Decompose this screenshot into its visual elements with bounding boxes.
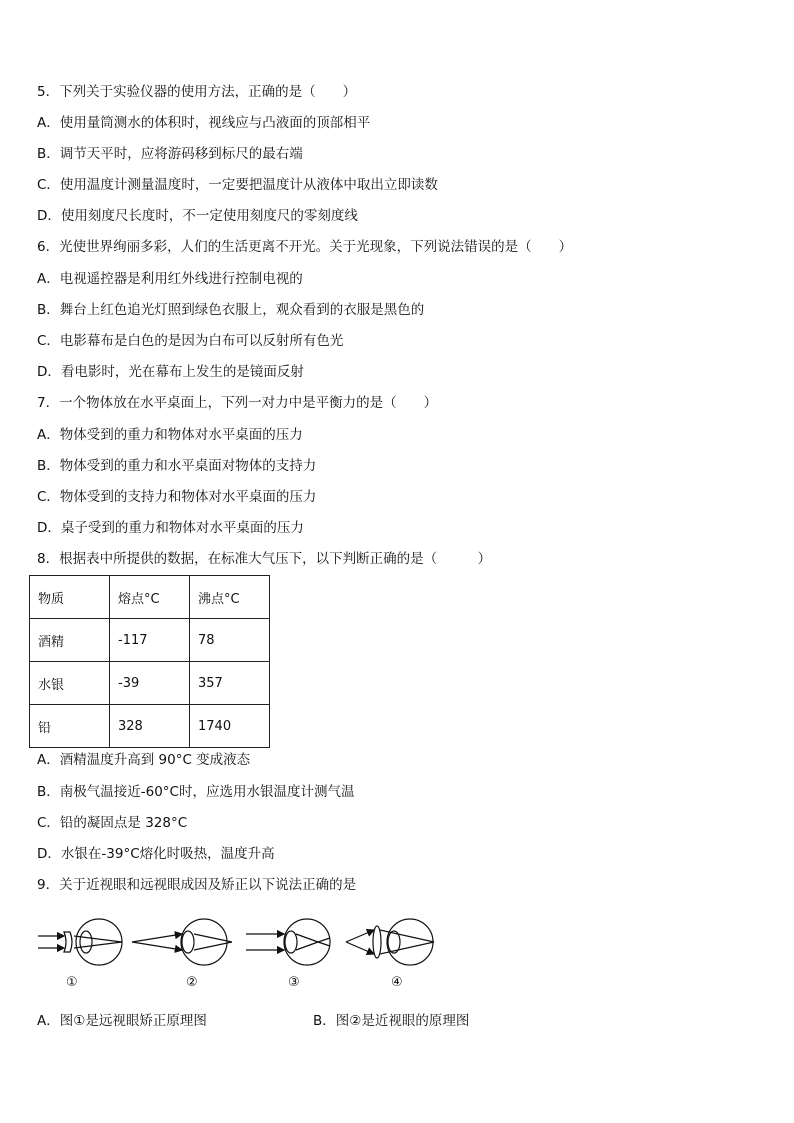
table-row [30,705,270,748]
table-cell: 78 [190,619,270,662]
eye-figure-2 [132,919,232,965]
question-7-option-c: C．物体受到的支持力和物体对水平桌面的压力 [37,489,317,505]
question-7-stem: 7．一个物体放在水平桌面上，下列一对力中是平衡力的是（ ） [37,395,438,411]
table-header-cell: 熔点°C [110,576,190,619]
table-cell: -117 [110,619,190,662]
figure-label-1: ① [66,975,78,990]
table-header-row [30,576,270,619]
table-cell: 1740 [190,705,270,748]
eye-figure-3 [246,919,330,965]
table-cell: -39 [110,662,190,705]
figure-label-2: ② [186,975,198,990]
table-header-cell: 物质 [30,576,110,619]
question-6-option-b: B．舞台上红色追光灯照到绿色衣服上，观众看到的衣服是黑色的 [37,302,425,318]
question-5-option-b: B．调节天平时，应将游码移到标尺的最右端 [37,146,303,162]
question-8-option-b: B．南极气温接近-60°C时，应选用水银温度计测气温 [37,784,355,800]
question-6-option-c: C．电影幕布是白色的是因为白布可以反射所有色光 [37,333,344,349]
question-8-stem: 8．根据表中所提供的数据，在标准大气压下，以下判断正确的是（ ） [37,551,492,567]
question-5-option-d: D．使用刻度尺长度时，不一定使用刻度尺的零刻度线 [37,208,358,224]
eye-figure-1 [38,919,122,965]
melting-boiling-table [29,575,270,748]
table-cell: 328 [110,705,190,748]
question-9-option-a: A．图①是远视眼矫正原理图 [37,1013,207,1029]
figure-label-3: ③ [288,975,300,990]
table-header-cell: 沸点°C [190,576,270,619]
question-9-option-b: B．图②是近视眼的原理图 [313,1013,470,1029]
table-row [30,619,270,662]
figure-label-4: ④ [391,975,403,990]
question-5-stem: 5．下列关于实验仪器的使用方法，正确的是（ ） [37,84,357,100]
table-cell: 铅 [30,705,110,748]
question-6-option-d: D．看电影时，光在幕布上发生的是镜面反射 [37,364,304,380]
question-6-stem: 6．光使世界绚丽多彩，人们的生活更离不开光。关于光现象，下列说法错误的是（ ） [37,239,573,255]
question-8-option-d: D．水银在-39°C熔化时吸热，温度升高 [37,846,275,862]
question-8-option-a: A．酒精温度升高到 90°C 变成液态 [37,752,251,768]
question-7-option-a: A．物体受到的重力和物体对水平桌面的压力 [37,427,303,443]
table-cell: 水银 [30,662,110,705]
question-6-option-a: A．电视遥控器是利用红外线进行控制电视的 [37,271,303,287]
table-cell: 酒精 [30,619,110,662]
eye-figure-4 [346,919,434,965]
table-cell: 357 [190,662,270,705]
question-8-option-c: C．铅的凝固点是 328°C [37,815,188,831]
question-7-option-d: D．桌子受到的重力和物体对水平桌面的压力 [37,520,304,536]
question-5-option-c: C．使用温度计测量温度时，一定要把温度计从液体中取出立即读数 [37,177,438,193]
table-row [30,662,270,705]
question-5-option-a: A．使用量筒测水的体积时，视线应与凸液面的顶部相平 [37,115,371,131]
question-7-option-b: B．物体受到的重力和水平桌面对物体的支持力 [37,458,317,474]
question-9-stem: 9．关于近视眼和远视眼成因及矫正以下说法正确的是 [37,877,357,893]
eye-diagrams [34,912,454,972]
